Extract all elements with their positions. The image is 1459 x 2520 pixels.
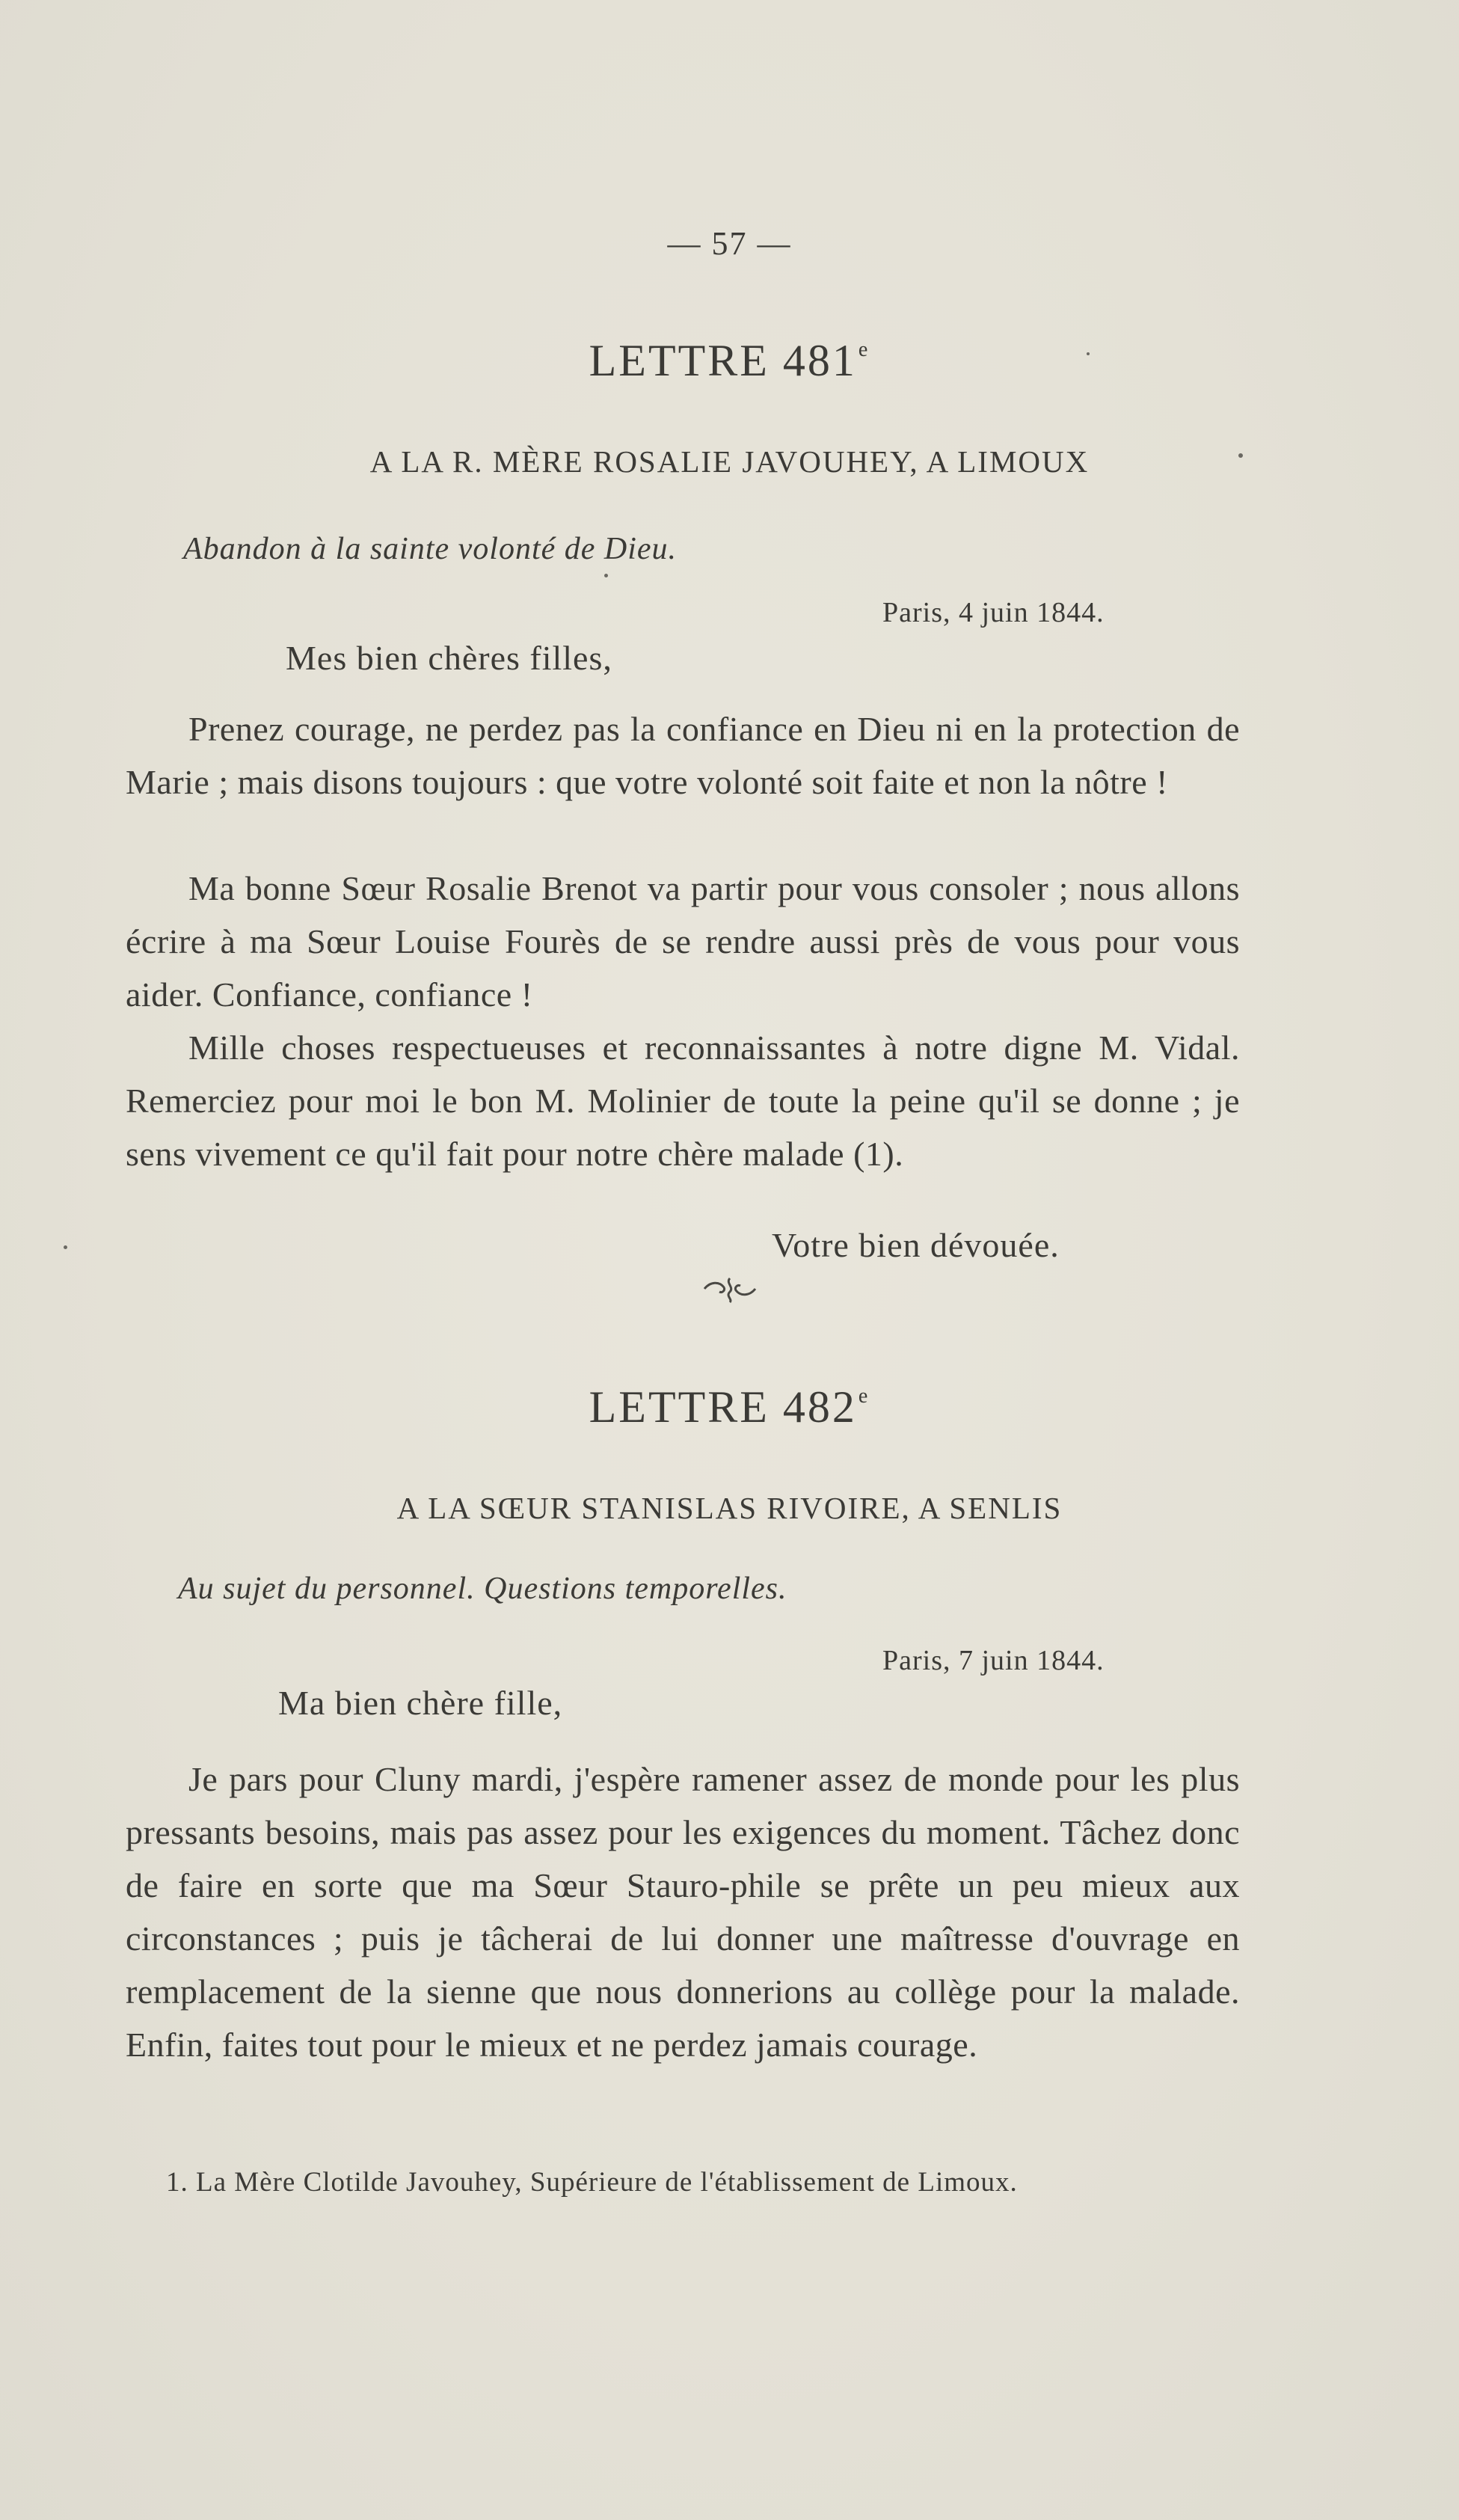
paper-speck	[604, 574, 608, 577]
letter-482-paragraph-1	[126, 1753, 1240, 2071]
letter-482-title-sup: e	[858, 1385, 870, 1408]
letter-481-paragraph-1-text: Prenez courage, ne perdez pas la confiance en Dieu ni en la protection de Marie ; mais disons toujours : que votre volonté soit faite et non la nôtre !	[126, 710, 1240, 801]
letter-481-title-sup: e	[858, 338, 870, 361]
letter-481-closing: Votre bien dévouée.	[772, 1226, 1060, 1264]
page-number: — 57 —	[667, 225, 792, 262]
letter-481-paragraph-2	[126, 862, 1240, 1021]
letter-481-addressee: A LA R. MÈRE ROSALIE JAVOUHEY, A LIMOUX	[369, 444, 1090, 479]
letter-482-title-text: LETTRE 482	[589, 1382, 857, 1432]
paper-speck	[1087, 352, 1090, 355]
letter-481-title-text: LETTRE 481	[589, 336, 857, 385]
letter-481-paragraph-3	[126, 1021, 1240, 1180]
letter-481-paragraph-3-text: Mille choses respectueuses et reconnaissantes à notre digne M. Vidal. Remerciez pour moi le bon M. Molinier de toute la peine qu'il se donne ; je sens vivement ce qu'il fait pour notre chère malade (1).	[126, 1028, 1240, 1173]
letter-482-dateline: Paris, 7 juin 1844.	[882, 1645, 1105, 1676]
letter-482-salutation: Ma bien chère fille,	[278, 1684, 563, 1722]
letter-481-salutation: Mes bien chères filles,	[286, 639, 612, 677]
letter-481-title	[0, 335, 1459, 387]
paper-speck	[64, 1245, 67, 1249]
letter-481-subject: Abandon à la sainte volonté de Dieu.	[183, 532, 678, 566]
letter-482-paragraph-1-text: Je pars pour Cluny mardi, j'espère ramener assez de monde pour les plus pressants besoins, mais pas assez pour les exigences du moment. Tâchez donc de faire en sorte que ma Sœur Stauro-phile se prête un peu mieux aux circonstances ; puis je tâcherai de lui donner une maîtresse d'ouvrage en remplacement de la sienne que nous donnerions au collège pour la malade. Enfin, faites tout pour le mieux et ne perdez jamais courage.	[126, 1760, 1240, 2064]
letter-482-subject: Au sujet du personnel. Questions temporelles.	[178, 1572, 787, 1606]
paper-speck	[1238, 453, 1243, 458]
letter-482-addressee: A LA SŒUR STANISLAS RIVOIRE, A SENLIS	[396, 1491, 1063, 1525]
footnote: 1. La Mère Clotilde Javouhey, Supérieure de l'établissement de Limoux.	[166, 2167, 1018, 2198]
fleuron-ornament-icon	[0, 1274, 1459, 1307]
letter-481-paragraph-1	[126, 702, 1240, 809]
letter-482-title	[0, 1382, 1459, 1433]
letter-481-paragraph-2-text: Ma bonne Sœur Rosalie Brenot va partir pour vous consoler ; nous allons écrire à ma Sœur Louise Fourès de se rendre aussi près de vous pour vous aider. Confiance, confiance !	[126, 869, 1240, 1014]
letter-481-dateline: Paris, 4 juin 1844.	[882, 597, 1105, 628]
